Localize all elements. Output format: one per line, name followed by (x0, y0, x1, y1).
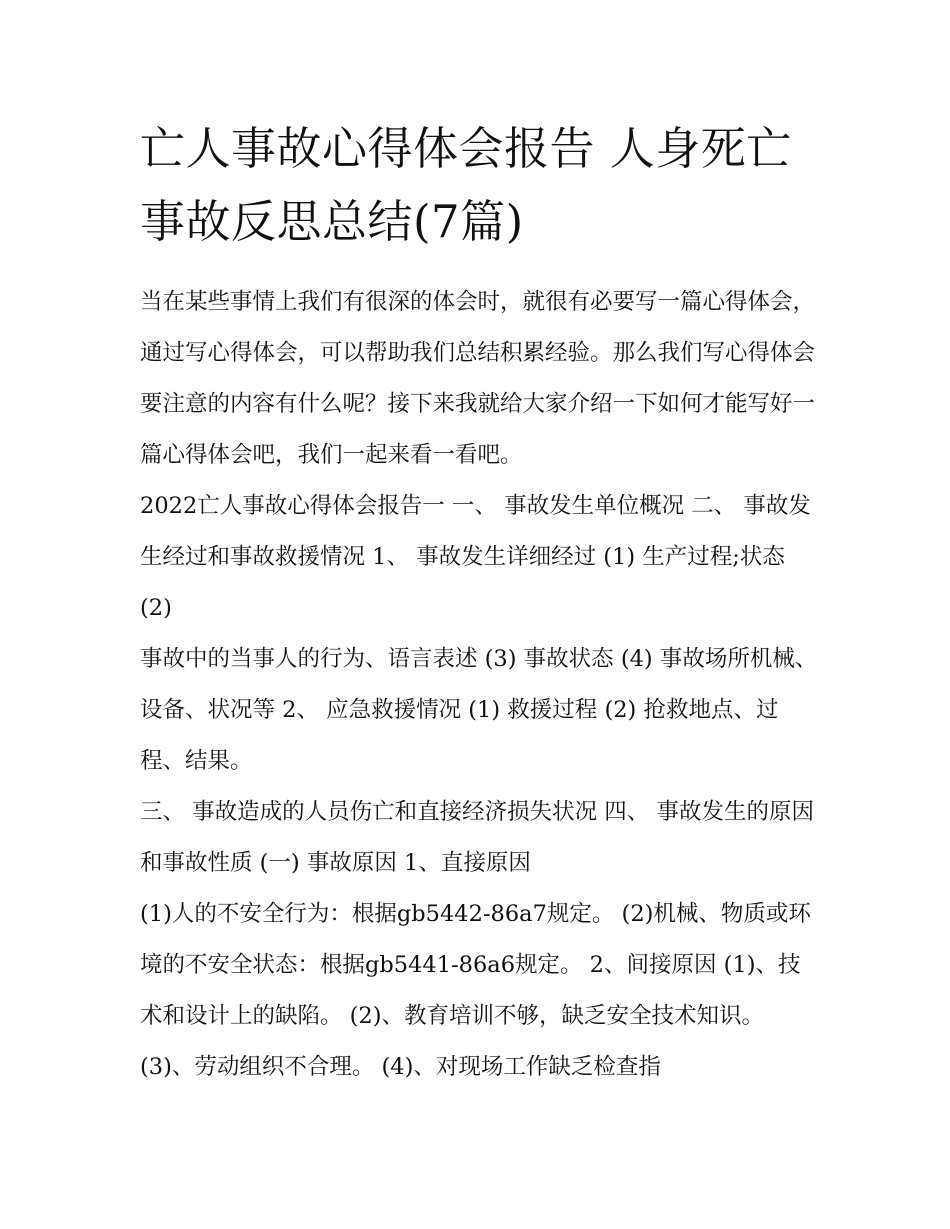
body-paragraph-causes: (1)人的不安全行为：根据gb5442-86a7规定。 (2)机械、物质或环境的不安全状态：根据gb5441-86a6规定。 2、间接原因 (1)、技术和设计上的缺陷。 (2)、教育培训不够，缺乏安全技术知识。 (3)、劳动组织不合理。 (4)、对现场工作缺乏检查指 (140, 901, 811, 1080)
document-body (140, 277, 820, 1093)
body-paragraph-casualties: 三、 事故造成的人员伤亡和直接经济损失状况 四、 事故发生的原因和事故性质 (一) 事故原因 1、直接原因 (140, 799, 814, 876)
body-paragraph-outline: 2022亡人事故心得体会报告一 一、 事故发生单位概况 二、 事故发生经过和事故救援情况 1、 事故发生详细经过 (1) 生产过程;状态 (2) (140, 493, 811, 621)
body-paragraph-intro: 当在某些事情上我们有很深的体会时，就很有必要写一篇心得体会，通过写心得体会，可以帮助我们总结积累经验。那么我们写心得体会要注意的内容有什么呢？接下来我就给大家介绍一下如何才能写好一篇心得体会吧，我们一起来看一看吧。 (140, 289, 816, 468)
body-paragraph-rescue: 事故中的当事人的行为、语言表述 (3) 事故状态 (4) 事故场所机械、设备、状况等 2、 应急救援情况 (1) 救援过程 (2) 抢救地点、过程、结果。 (140, 646, 818, 774)
document-title: 亡人事故心得体会报告 人身死亡事故反思总结(7篇) (140, 122, 792, 248)
